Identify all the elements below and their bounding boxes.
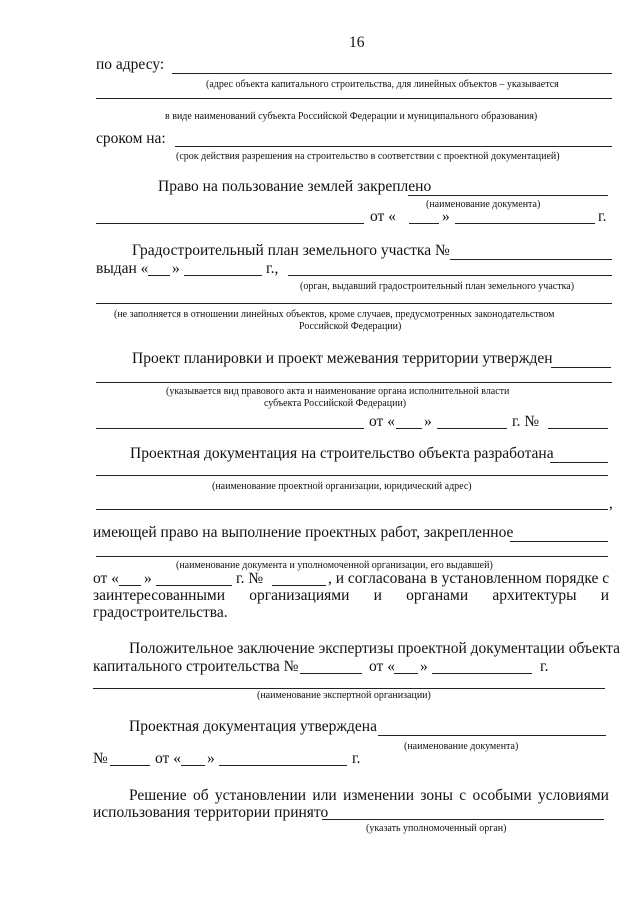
approved-year: г. bbox=[352, 750, 361, 767]
rights-word: организациями bbox=[249, 587, 350, 604]
zone-justified-line bbox=[129, 787, 609, 805]
gpzu-number-line[interactable] bbox=[450, 259, 612, 260]
planning-doc-line[interactable] bbox=[96, 428, 364, 429]
address-line[interactable] bbox=[172, 73, 612, 74]
approved-number-line[interactable] bbox=[110, 765, 150, 766]
rights-year-no: г. № bbox=[236, 570, 264, 587]
approved-text: Проектная документация утверждена bbox=[129, 718, 377, 735]
planning-day-line[interactable] bbox=[396, 428, 422, 429]
rights-word: органами bbox=[406, 587, 469, 604]
gpzu-note-2: Российской Федерации) bbox=[299, 321, 402, 332]
gpzu-organ-hint: (орган, выдавший градостроительный план земельного участка) bbox=[300, 281, 575, 292]
rights-word: заинтересованными bbox=[93, 587, 225, 604]
planning-hint-1: (указывается вид правового акта и наименование органа исполнительной власти bbox=[166, 386, 510, 397]
approved-close-quote: » bbox=[207, 750, 215, 767]
zone-word: установлении bbox=[214, 787, 307, 804]
approved-hint: (наименование документа) bbox=[404, 741, 519, 752]
zone-word: изменении bbox=[343, 787, 415, 804]
zone-organ-line[interactable] bbox=[322, 819, 604, 820]
zone-word: особыми bbox=[472, 787, 532, 804]
rights-close-quote: » bbox=[144, 570, 152, 587]
planning-line-2[interactable] bbox=[96, 382, 612, 383]
expertise-close-quote: » bbox=[420, 658, 428, 675]
rights-line[interactable] bbox=[510, 541, 608, 542]
rights-from: от « bbox=[93, 570, 119, 587]
rights-word: и bbox=[373, 587, 382, 604]
planning-close-quote: » bbox=[424, 413, 432, 430]
expertise-number-line[interactable] bbox=[300, 673, 362, 674]
zone-line-2: использования территории принято bbox=[93, 804, 329, 821]
project-docs-comma: , bbox=[609, 495, 613, 512]
rights-number-line[interactable] bbox=[272, 585, 326, 586]
land-close-quote: » bbox=[442, 208, 450, 225]
approved-doc-line[interactable] bbox=[378, 735, 606, 736]
land-month-line[interactable] bbox=[455, 223, 595, 224]
project-docs-line-2[interactable] bbox=[96, 475, 608, 476]
rights-agreed: , и согласована в установленном порядке с bbox=[328, 570, 610, 587]
rights-last: градостроительства. bbox=[93, 604, 228, 621]
term-hint: (срок действия разрешения на строительство в соответствии с проектной документацией) bbox=[176, 151, 560, 162]
expertise-day-line[interactable] bbox=[394, 673, 418, 674]
project-docs-line[interactable] bbox=[550, 462, 608, 463]
planning-month-line[interactable] bbox=[437, 428, 507, 429]
planning-hint-2: субъекта Российской Федерации) bbox=[264, 398, 407, 409]
planning-text: Проект планировки и проект межевания территории утвержден bbox=[132, 350, 553, 367]
expertise-month-line[interactable] bbox=[432, 673, 532, 674]
zone-word: зоны bbox=[420, 787, 453, 804]
land-doc-line-2[interactable] bbox=[96, 223, 364, 224]
rights-hint: (наименование документа и уполномоченной организации, его выдавшей) bbox=[176, 560, 493, 571]
land-right-text: Право на пользование землей закреплено bbox=[158, 178, 432, 195]
term-line[interactable] bbox=[175, 146, 612, 147]
gpzu-year: г., bbox=[266, 260, 279, 277]
project-docs-line-3[interactable] bbox=[96, 509, 608, 510]
gpzu-organ-line[interactable] bbox=[288, 275, 612, 276]
gpzu-month-line[interactable] bbox=[184, 275, 262, 276]
expertise-org-line[interactable] bbox=[93, 688, 605, 689]
zone-word: Решение bbox=[129, 787, 187, 804]
gpzu-close-quote: » bbox=[172, 260, 180, 277]
expertise-line-2: капитального строительства № bbox=[93, 658, 299, 675]
rights-month-line[interactable] bbox=[156, 585, 232, 586]
approved-month-line[interactable] bbox=[219, 765, 347, 766]
address-line-2[interactable] bbox=[96, 98, 612, 99]
address-hint-2: в виде наименований субъекта Российской Федерации и муниципального образования) bbox=[165, 111, 538, 122]
approved-from: от « bbox=[155, 750, 181, 767]
gpzu-issued: выдан « bbox=[96, 260, 149, 277]
gpzu-organ-line-2[interactable] bbox=[96, 303, 612, 304]
expertise-year: г. bbox=[540, 658, 549, 675]
zone-word: условиями bbox=[537, 787, 609, 804]
gpzu-day-line[interactable] bbox=[148, 275, 170, 276]
expertise-hint: (наименование экспертной организации) bbox=[257, 690, 431, 701]
expertise-from: от « bbox=[369, 658, 395, 675]
land-from: от « bbox=[370, 208, 396, 225]
rights-line-2[interactable] bbox=[96, 556, 608, 557]
rights-justified-line bbox=[93, 587, 609, 605]
rights-day-line[interactable] bbox=[119, 585, 141, 586]
zone-hint: (указать уполномоченный орган) bbox=[366, 823, 507, 834]
gpzu-text: Градостроительный план земельного участка № bbox=[132, 242, 450, 259]
land-doc-line[interactable] bbox=[408, 195, 608, 196]
rights-word: и bbox=[600, 587, 609, 604]
planning-from: от « bbox=[369, 413, 395, 430]
zone-word: с bbox=[459, 787, 467, 804]
zone-word: об bbox=[192, 787, 209, 804]
page-number: 16 bbox=[349, 34, 365, 51]
project-docs-hint: (наименование проектной организации, юридический адрес) bbox=[212, 481, 472, 492]
land-year: г. bbox=[598, 208, 607, 225]
planning-line[interactable] bbox=[551, 367, 611, 368]
approved-day-line[interactable] bbox=[181, 765, 205, 766]
planning-number-line[interactable] bbox=[548, 428, 608, 429]
rights-text: имеющей право на выполнение проектных работ, закрепленное bbox=[93, 524, 514, 541]
land-day-line[interactable] bbox=[409, 223, 439, 224]
term-label: сроком на: bbox=[96, 130, 166, 147]
approved-no: № bbox=[93, 750, 108, 767]
project-docs-text: Проектная документация на строительство объекта разработана bbox=[130, 445, 554, 462]
land-doc-hint: (наименование документа) bbox=[426, 199, 541, 210]
rights-word: архитектуры bbox=[492, 587, 577, 604]
address-label: по адресу: bbox=[96, 56, 165, 73]
zone-word: или bbox=[312, 787, 337, 804]
address-hint-1: (адрес объекта капитального строительства, для линейных объектов – указывается bbox=[206, 79, 559, 90]
gpzu-note-1: (не заполняется в отношении линейных объектов, кроме случаев, предусмотренных законодательством bbox=[114, 309, 555, 320]
expertise-line-1: Положительное заключение экспертизы проектной документации объекта bbox=[129, 640, 621, 657]
planning-year-no: г. № bbox=[512, 413, 540, 430]
